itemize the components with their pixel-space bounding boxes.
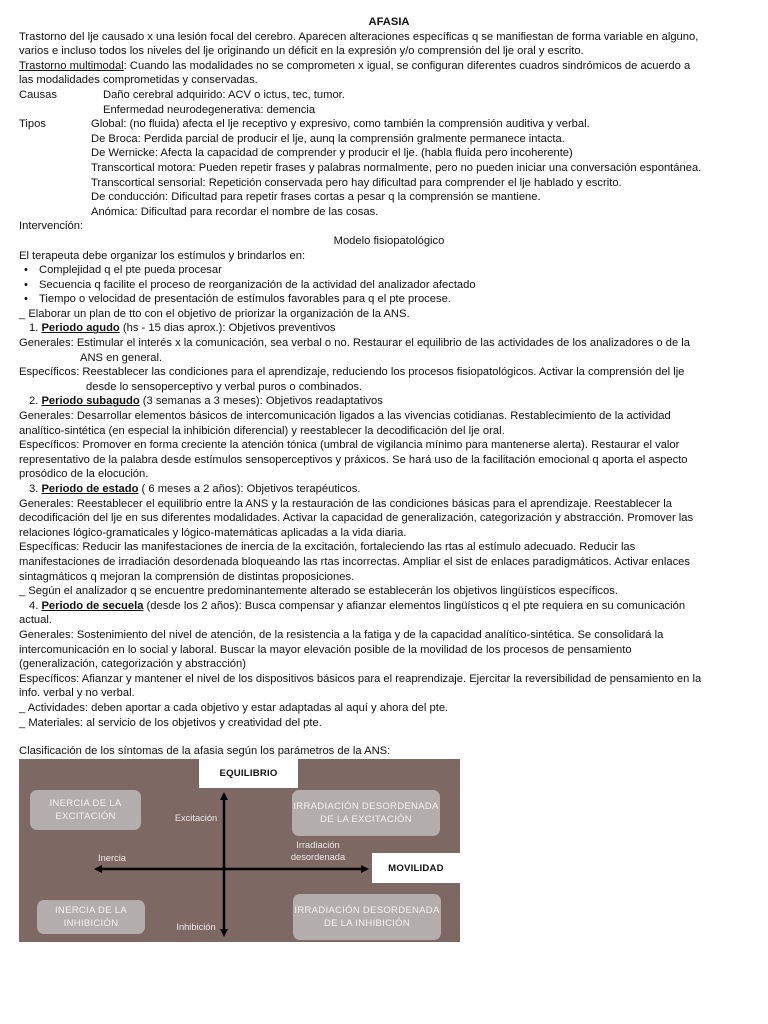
periodo-agudo-heading [19,321,759,336]
bullet-icon: • [24,278,28,291]
intervencion-heading: Intervención: [19,220,84,233]
plan-text: _ Elaborar un plan de tto con el objetivo de priorizar la organización de la ANS. [19,307,410,320]
movilidad-label: MOVILIDAD [372,853,460,883]
list-item-text: Complejidad q el pte pueda procesar [39,264,222,277]
periodo-desc: (3 semanas a 3 meses): Objetivos readaptativos [139,395,383,408]
periodo-number: 2. [29,395,42,408]
terapeuta-text: El terapeuta debe organizar los estímulos y brindarlos en: [19,249,306,262]
generales-text: Generales: Sostenimiento del nivel de atención, de la resistencia a la fatiga y de la capacidad analítico-sintética. Se consolidará la [19,628,664,641]
tipo-item: Transcortical motora: Pueden repetir frases y palabras normalmente, pero no pueden iniciar una conversación espontánea. [91,161,702,174]
axis-label-inercia: Inercia [98,853,126,863]
document-title: AFASIA [368,16,410,28]
periodo-term: Periodo agudo [41,322,120,335]
causas-label: Causas [19,88,57,101]
periodo-number: 1. [29,322,42,335]
box-irradiacion-excitacion: IRRADIACIÓN DESORDENADA DE LA EXCITACIÓN [292,790,440,836]
multimodal-line: las modalidades comprometidas y conservadas. [19,74,258,87]
list-item-text: Tiempo o velocidad de presentación de estímulos favorables para q el pte procese. [39,293,451,306]
especificos-text: desde lo sensoperceptivo y verbal puros o combinados. [86,380,363,393]
periodo-number: 3. [29,483,42,495]
list-item [24,292,759,307]
spacer [19,730,759,744]
modelo-heading: Modelo fisiopatológico [333,234,445,247]
generales-text: (generalización, categorización y abstracción) [19,658,246,671]
intro-line: Trastorno del lje causado x una lesión focal del cerebro. Aparecen alteraciones específicas q se manifiestan de forma variable en alguno, [19,30,699,43]
tipo-item: Anómica: Dificultad para recordar el nombre de las cosas. [91,205,379,218]
intro-line: varios e incluso todos los niveles del lje originando un déficit en la expresión y/o comprensión del lje oral y escrito. [19,45,584,58]
periodo-desc: ( 6 meses a 2 años): Objetivos terapéuticos. [138,483,361,495]
especificas-text: sintagmáticos q mejoran la comprensión de distintas proposiciones. [19,570,355,583]
list-item [24,263,759,278]
periodo-desc: (desde los 2 años): Busca compensar y afianzar elementos lingüísticos q el pte requiera en su comunicación [143,599,686,612]
tipos-row [19,117,759,132]
especificos-text: prosódico de la elocución. [19,468,149,481]
axis-label-inhibicion: Inhibición [176,922,216,932]
bullet-icon: • [24,264,28,277]
generales-text: Generales: Desarrollar elementos básicos de intercomunicación ligados a las vivencias cotidianas. Restablecimiento de la actividad [19,410,671,423]
generales-text: analítico-sintética (en especial la inhibición diferencial) y reestablecer la decodificación del lje oral. [19,424,505,437]
bullet-icon: • [24,293,28,306]
tipo-item: De conducción: Dificultad para repetir frases cortas a pesar q la comprensión se mantiene. [91,191,541,204]
periodo-desc-cont: actual. [19,614,52,627]
especificos-text: Específicos: Reestablecer las condiciones para el aprendizaje, reduciendo los procesos fisiopatológicos. Activar la comprensión del lje [19,366,685,379]
especificas-text: Específicas: Reducir las manifestaciones de inercia de la excitación, fortaleciendo las rtas al estímulo adecuado. Reducir las [19,541,636,554]
periodo-secuela-heading [19,599,759,614]
box-irradiacion-inhibicion: IRRADIACIÓN DESORDENADA DE LA INHIBICIÓN [293,894,441,940]
causa-item: Enfermedad neurodegenerativa: demencia [103,103,316,116]
list-item [24,278,759,293]
especificas-text: manifestaciones de irradiación desordenada bloqueando las rtas incorrectas. Ampliar el sist de enlaces paradigmáticos. Activar enlaces [19,555,690,568]
tipo-item: Transcortical sensorial: Repetición conservada pero hay dificultad para comprender el lje hablado y escrito. [91,176,622,189]
axis-label-excitacion: Excitación [174,813,218,823]
axis-label-irradiacion: Irradiación desordenada [290,840,346,862]
multimodal-paragraph [19,59,759,74]
periodo-number: 4. [29,599,42,612]
actividades-text: _ Actividades: deben aportar a cada objetivo y estar adaptadas al aquí y ahora del pte. [19,701,449,714]
especificos-text: Específicos: Promover en forma creciente la atención tónica (umbral de vigilancia mínimo para mantenerse alerta). Restaurar el valor [19,439,680,452]
periodo-subagudo-heading [19,394,759,409]
causas-row [19,88,759,103]
periodo-term: Periodo subagudo [41,395,140,408]
periodo-estado-heading [19,482,759,497]
materiales-text: _ Materiales: al servicio de los objetivos y creatividad del pte. [19,716,322,729]
periodo-term: Periodo de secuela [41,599,144,612]
box-inercia-inhibicion: INERCIA DE LA INHIBICIÓN [37,900,145,934]
especificos-text: representativo de la palabra desde estímulos sensoperceptivos y práxicos. Se hará uso de la facilitación emocional q aporta el aspecto [19,453,688,466]
generales-text: Generales: Reestablecer el equilibrio entre la ANS y la restauración de las condiciones básicas para el aprendizaje. Reestablecer la [19,497,672,510]
multimodal-term: Trastorno multimodal [19,59,124,72]
tipo-item: Global: (no fluida) afecta el lje receptivo y expresivo, como también la comprensión auditiva y verbal. [91,118,590,131]
especificos-text: Específicos: Afianzar y mantener el nivel de los dispositivos básicos para el reaprendizaje. Ejercitar la reversibilidad de pensamiento en la [19,672,702,685]
multimodal-text: : Cuando las modalidades no se comprometen x igual, se configuran diferentes cuadros sindrómicos de acuerdo a [123,59,691,72]
box-inercia-excitacion: INERCIA DE LA EXCITACIÓN [30,790,141,830]
equilibrio-label: EQUILIBRIO [199,759,298,788]
generales-text: relaciones lógico-gramaticales y lógico-matemáticas aplicadas a la vida diaria. [19,526,407,539]
bullet-list [19,263,759,307]
generales-text: Generales: Estimular el interés x la comunicación, sea verbal o no. Restaurar el equilibrio de las actividades de los analizadores o de la [19,337,690,350]
tipo-item: De Wernicke: Afecta la capacidad de comprender y producir el lje. (habla fluida pero incoherente) [91,147,573,160]
clasificacion-text: Clasificación de los síntomas de la afasia según los parámetros de la ANS: [19,745,391,758]
generales-text: intercomunicación en lo social y laboral. Buscar la mayor elevación posible de la movilidad de los procesos de pensamiento [19,643,632,656]
generales-text: ANS en general. [80,351,163,364]
document-body [19,15,759,759]
causa-item: Daño cerebral adquirido: ACV o ictus, tec, tumor. [103,88,345,101]
periodo-desc: (hs - 15 dias aprox.): Objetivos preventivos [119,322,336,335]
list-item-text: Secuencia q facilite el proceso de reorganización de la actividad del analizador afectado [39,278,476,291]
especificos-text: info. verbal y no verbal. [19,687,135,700]
generales-text: decodificación del lje en sus diferentes modalidades. Activar la capacidad de generalización, categorización y abstracción. Promover las [19,512,694,525]
periodo-term: Periodo de estado [41,483,139,495]
tipos-label: Tipos [19,118,46,131]
note-text: _ Según el analizador q se encuentre predominantemente alterado se establecerán los objetivos lingüísticos específicos. [19,585,618,598]
ans-diagram [19,759,460,942]
tipo-item: De Broca: Perdida parcial de producir el lje, aunq la comprensión gralmente permanece intacta. [91,132,565,145]
